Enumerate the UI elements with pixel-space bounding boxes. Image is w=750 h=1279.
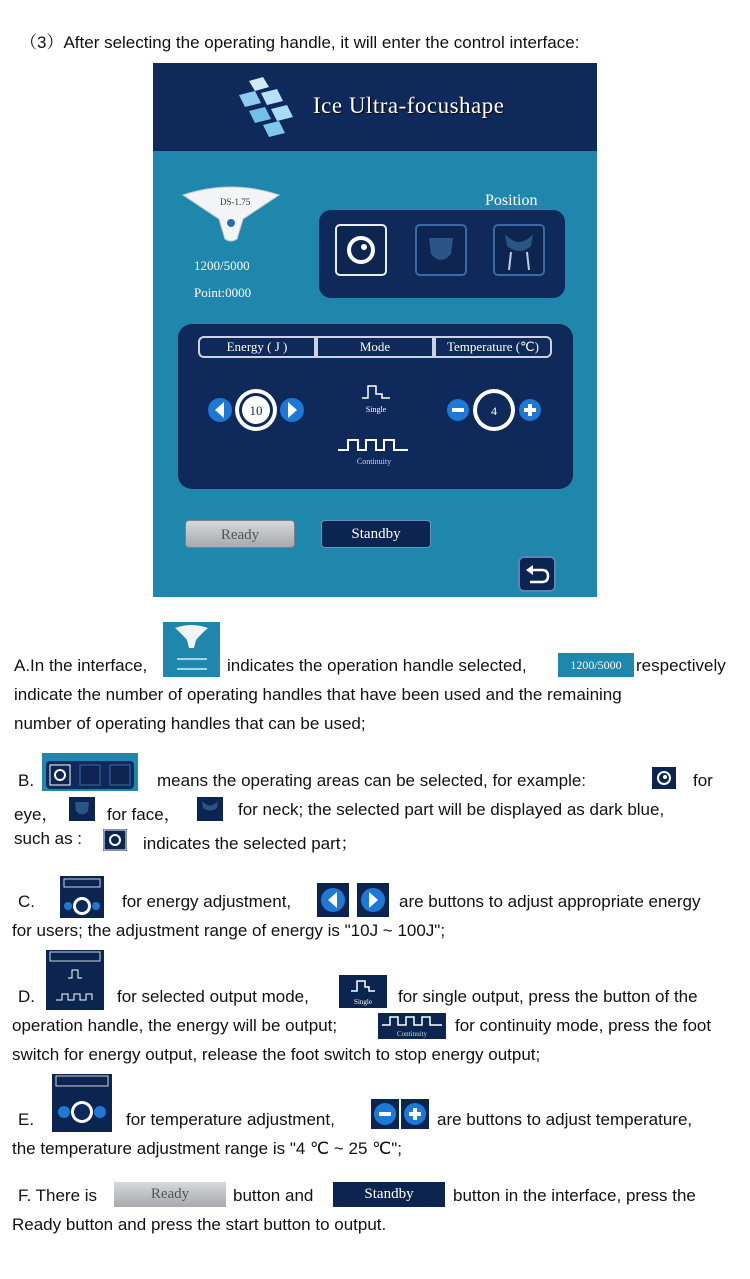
para-a-line1a: A.In the interface, bbox=[14, 656, 148, 675]
svg-text:Single: Single bbox=[354, 998, 372, 1006]
para-c-line1c: are buttons to adjust appropriate energy bbox=[399, 892, 701, 911]
ice-cube-logo-icon bbox=[235, 73, 307, 143]
para-b-line3b: indicates the selected part； bbox=[143, 834, 358, 853]
continuity-pulse-icon bbox=[336, 434, 412, 468]
para-a-line3: number of operating handles that can be used; bbox=[14, 714, 366, 733]
control-panel bbox=[178, 324, 573, 489]
intro-text: （3）After selecting the operating handle, it will enter the control interface: bbox=[20, 33, 580, 52]
position-label: Position bbox=[485, 192, 538, 209]
para-b-line1b: means the operating areas can be selected, for example: bbox=[157, 771, 587, 790]
mode-thumbnail bbox=[46, 950, 104, 1010]
para-b-line2b: for face， bbox=[107, 805, 181, 824]
energy-thumbnail bbox=[60, 876, 104, 918]
para-b-line2a: eye， bbox=[14, 805, 59, 824]
temperature-value: 4 bbox=[491, 404, 497, 418]
tab-mode[interactable]: Mode bbox=[316, 336, 434, 358]
eye-icon bbox=[337, 226, 385, 274]
minus-icon bbox=[371, 1099, 399, 1129]
para-e-line1c: are buttons to adjust temperature, bbox=[437, 1110, 693, 1129]
title-bar bbox=[153, 63, 597, 151]
handle-count: 1200/5000 bbox=[194, 258, 250, 273]
count-thumbnail: 1200/5000 bbox=[558, 653, 634, 677]
para-b-line1c: for bbox=[693, 771, 713, 790]
handle-model-label: DS-1.75 bbox=[220, 197, 251, 207]
neck-icon bbox=[495, 226, 543, 274]
tab-energy[interactable]: Energy ( J ) bbox=[198, 336, 316, 358]
single-mode-button[interactable] bbox=[360, 382, 392, 421]
selected-eye-icon bbox=[103, 829, 127, 851]
para-d-line3: switch for energy output, release the foot switch to stop energy output; bbox=[12, 1045, 541, 1064]
para-d-line1b: for selected output mode, bbox=[117, 987, 309, 1006]
para-c-line1a: C. bbox=[18, 892, 35, 911]
para-b-line1a: B. bbox=[18, 771, 35, 790]
handle-icon[interactable] bbox=[181, 185, 281, 243]
position-thumbnail bbox=[42, 753, 138, 791]
back-button[interactable] bbox=[518, 556, 556, 592]
para-a-line1b: indicates the operation handle selected, bbox=[227, 656, 527, 675]
para-f-line1b: button and bbox=[233, 1186, 314, 1205]
para-b-line3a: such as : bbox=[14, 829, 83, 848]
single-pulse-icon bbox=[360, 382, 392, 416]
position-panel bbox=[319, 210, 565, 298]
para-f-line1a: F. There is bbox=[18, 1186, 98, 1205]
svg-text:Continuity: Continuity bbox=[397, 1030, 427, 1038]
neck-example-icon bbox=[197, 797, 223, 821]
app-title: Ice Ultra-focushape bbox=[313, 93, 505, 118]
right-arrow-icon bbox=[357, 883, 389, 917]
ready-button-thumbnail: Ready bbox=[114, 1182, 226, 1207]
para-b-line2c: for neck; the selected part will be displayed as dark blue, bbox=[238, 800, 665, 819]
para-f-line1c: button in the interface, press the bbox=[453, 1186, 696, 1205]
single-thumbnail bbox=[339, 975, 387, 1008]
point-count: Point:0000 bbox=[194, 285, 252, 300]
handle-thumbnail bbox=[163, 622, 220, 677]
para-d-line2a: operation handle, the energy will be output; bbox=[12, 1016, 338, 1035]
face-icon bbox=[417, 226, 465, 274]
para-e-line1a: E. bbox=[18, 1110, 35, 1129]
standby-button[interactable]: Standby bbox=[321, 520, 431, 548]
para-c-line1b: for energy adjustment, bbox=[122, 892, 292, 911]
continuity-label: Continuity bbox=[356, 457, 392, 466]
eye-button[interactable] bbox=[335, 224, 387, 276]
plus-icon bbox=[401, 1099, 429, 1129]
control-interface-screen bbox=[153, 63, 597, 597]
back-arrow-icon bbox=[520, 558, 554, 590]
para-a-line2: indicate the number of operating handles that have been used and the remaining bbox=[14, 685, 622, 704]
single-label: Single bbox=[365, 405, 387, 414]
para-e-line2: the temperature adjustment range is "4 ℃ ~ 25 ℃"; bbox=[12, 1139, 402, 1158]
tab-temperature[interactable]: Temperature (℃) bbox=[434, 336, 552, 358]
para-f-line2: Ready button and press the start button to output. bbox=[12, 1215, 387, 1234]
para-c-line2: for users; the adjustment range of energy is "10J ~ 100J"; bbox=[12, 921, 446, 940]
para-e-line1b: for temperature adjustment, bbox=[126, 1110, 335, 1129]
face-button[interactable] bbox=[415, 224, 467, 276]
para-a-line1c: respectively bbox=[636, 656, 726, 675]
temperature-thumbnail bbox=[52, 1074, 112, 1132]
para-d-line1a: D. bbox=[18, 987, 35, 1006]
energy-control bbox=[206, 386, 306, 434]
face-example-icon bbox=[69, 797, 95, 821]
temperature-control bbox=[444, 386, 544, 434]
standby-button-thumbnail: Standby bbox=[333, 1182, 445, 1207]
energy-value: 10 bbox=[249, 403, 263, 418]
continuity-mode-button[interactable] bbox=[336, 434, 412, 473]
continuity-thumbnail bbox=[378, 1013, 446, 1039]
para-d-line1c: for single output, press the button of the bbox=[398, 987, 698, 1006]
left-arrow-icon bbox=[317, 883, 349, 917]
eye-example-icon bbox=[652, 767, 676, 789]
para-d-line2b: for continuity mode, press the foot bbox=[455, 1016, 712, 1035]
neck-button[interactable] bbox=[493, 224, 545, 276]
ready-button[interactable]: Ready bbox=[185, 520, 295, 548]
